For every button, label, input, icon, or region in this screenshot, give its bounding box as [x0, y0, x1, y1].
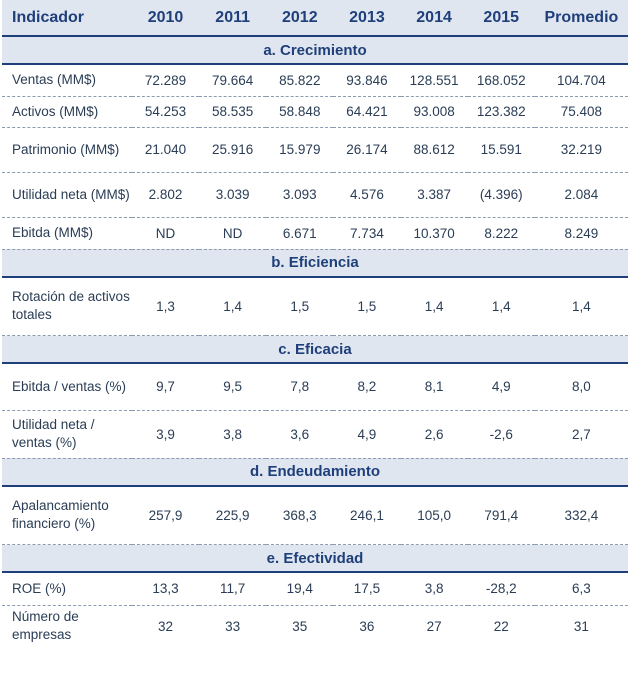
- section-row: [2, 36, 628, 64]
- header-row: [2, 0, 628, 36]
- value-cell: 58.848: [266, 96, 333, 127]
- value-cell: 10.370: [401, 217, 468, 249]
- average-cell: 32.219: [535, 127, 628, 172]
- value-cell: 11,7: [199, 572, 266, 605]
- average-cell: 104.704: [535, 64, 628, 96]
- table-row: [2, 572, 628, 605]
- value-cell: 93.008: [401, 96, 468, 127]
- value-cell: 3,9: [132, 410, 199, 458]
- value-cell: 15.979: [266, 127, 333, 172]
- value-cell: 168.052: [468, 64, 535, 96]
- table-row: [2, 277, 628, 336]
- value-cell: 1,4: [468, 277, 535, 336]
- value-cell: 4,9: [468, 363, 535, 410]
- value-cell: 123.382: [468, 96, 535, 127]
- indicator-label: Ebitda (MM$): [2, 217, 132, 249]
- value-cell: 246,1: [333, 486, 400, 545]
- value-cell: 27: [426, 618, 442, 634]
- indicator-label: Ebitda / ventas (%): [2, 363, 132, 410]
- table-row: [2, 605, 628, 647]
- value-cell: 1,4: [401, 277, 468, 336]
- value-cell: 3.039: [199, 172, 266, 217]
- header-average: Promedio: [535, 0, 628, 36]
- indicators-table: [2, 0, 628, 647]
- value-cell: 8,2: [333, 363, 400, 410]
- value-cell: 15.591: [468, 127, 535, 172]
- value-cell: 13,3: [132, 572, 199, 605]
- value-cell: 368,3: [266, 486, 333, 545]
- table-row: [2, 363, 628, 410]
- value-cell: 7,8: [266, 363, 333, 410]
- value-cell: 58.535: [199, 96, 266, 127]
- value-cell: 3,8: [199, 410, 266, 458]
- section-title: c. Eficacia: [2, 336, 628, 364]
- value-cell: 32: [158, 618, 174, 634]
- value-cell: 9,5: [199, 363, 266, 410]
- average-cell: 2.084: [535, 172, 628, 217]
- section-row: [2, 545, 628, 573]
- header-year: 2014: [401, 0, 468, 36]
- value-cell: 105,0: [401, 486, 468, 545]
- value-cell: 1,3: [132, 277, 199, 336]
- value-cell: 54.253: [132, 96, 199, 127]
- table-row: [2, 96, 628, 127]
- indicator-label: Apalancamiento financiero (%): [2, 486, 132, 545]
- indicator-label: ROE (%): [2, 572, 132, 605]
- average-cell: 75.408: [535, 96, 628, 127]
- value-cell: 21.040: [132, 127, 199, 172]
- value-cell: 25.916: [199, 127, 266, 172]
- indicator-label: Rotación de activos totales: [2, 277, 132, 336]
- value-cell: 3,8: [401, 572, 468, 605]
- value-cell: 128.551: [401, 64, 468, 96]
- value-cell: 257,9: [132, 486, 199, 545]
- value-cell: 9,7: [132, 363, 199, 410]
- table-row: [2, 217, 628, 249]
- value-cell: 36: [359, 618, 375, 634]
- value-cell: ND: [132, 217, 199, 249]
- value-cell: 3.093: [266, 172, 333, 217]
- value-cell: 225,9: [199, 486, 266, 545]
- value-cell: 1,5: [333, 277, 400, 336]
- table-row: [2, 410, 628, 458]
- average-cell: 8,0: [535, 363, 628, 410]
- header-year: 2012: [266, 0, 333, 36]
- value-cell: 3.387: [401, 172, 468, 217]
- section-row: [2, 458, 628, 486]
- average-cell: 1,4: [535, 277, 628, 336]
- value-cell: 7.734: [333, 217, 400, 249]
- value-cell: 8.222: [468, 217, 535, 249]
- value-cell: 3,6: [266, 410, 333, 458]
- indicator-label: Ventas (MM$): [2, 64, 132, 96]
- section-title: e. Efectividad: [2, 545, 628, 573]
- header-indicator: Indicador: [2, 0, 132, 36]
- section-title: b. Eficiencia: [2, 249, 628, 277]
- value-cell: ND: [199, 217, 266, 249]
- value-cell: -28,2: [468, 572, 535, 605]
- header-year: 2011: [199, 0, 266, 36]
- value-cell: 88.612: [401, 127, 468, 172]
- average-cell: 6,3: [535, 572, 628, 605]
- average-cell: 8.249: [535, 217, 628, 249]
- indicator-label: Utilidad neta / ventas (%): [2, 410, 132, 458]
- value-cell: 85.822: [266, 64, 333, 96]
- value-cell: 8,1: [401, 363, 468, 410]
- value-cell: 17,5: [333, 572, 400, 605]
- value-cell: 1,4: [199, 277, 266, 336]
- value-cell: -2,6: [468, 410, 535, 458]
- average-cell: 332,4: [535, 486, 628, 545]
- value-cell: 93.846: [333, 64, 400, 96]
- value-cell: (4.396): [468, 172, 535, 217]
- value-cell: 33: [225, 618, 241, 634]
- value-cell: 791,4: [468, 486, 535, 545]
- value-cell: 2,6: [401, 410, 468, 458]
- table-row: [2, 172, 628, 217]
- value-cell: 26.174: [333, 127, 400, 172]
- indicator-label: Número de empresas: [12, 609, 79, 643]
- section-row: [2, 249, 628, 277]
- value-cell: 2.802: [132, 172, 199, 217]
- value-cell: 6.671: [266, 217, 333, 249]
- table-row: [2, 64, 628, 96]
- section-row: [2, 336, 628, 364]
- indicator-label: Utilidad neta (MM$): [2, 172, 132, 217]
- value-cell: 35: [292, 618, 308, 634]
- value-cell: 22: [493, 618, 509, 634]
- value-cell: 64.421: [333, 96, 400, 127]
- value-cell: 19,4: [266, 572, 333, 605]
- value-cell: 4.576: [333, 172, 400, 217]
- section-title: d. Endeudamiento: [2, 458, 628, 486]
- indicator-label: Patrimonio (MM$): [2, 127, 132, 172]
- indicator-label: Activos (MM$): [2, 96, 132, 127]
- value-cell: 72.289: [132, 64, 199, 96]
- average-cell: 2,7: [535, 410, 628, 458]
- header-year: 2013: [333, 0, 400, 36]
- table-row: [2, 486, 628, 545]
- table-row: [2, 127, 628, 172]
- value-cell: 1,5: [266, 277, 333, 336]
- value-cell: 79.664: [199, 64, 266, 96]
- average-cell: 31: [573, 618, 589, 634]
- header-year: 2010: [132, 0, 199, 36]
- value-cell: 4,9: [333, 410, 400, 458]
- section-title: a. Crecimiento: [2, 36, 628, 64]
- header-year: 2015: [468, 0, 535, 36]
